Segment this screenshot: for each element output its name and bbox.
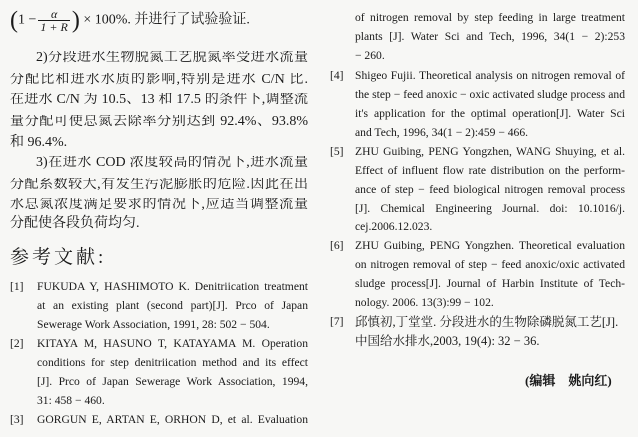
ref-number: [6] — [330, 239, 344, 252]
reference-line: ance of step − feed biological nitrogen removal process — [355, 184, 625, 196]
reference-line: at an existing plant (second part)[J]. Prco of Japan — [37, 300, 308, 312]
editor-credit: (编辑 姚向红) — [525, 373, 612, 388]
reference-line: Shigeo Fujii. Theoretical analysis on nitrogen removal of — [355, 70, 625, 82]
numerator: α — [38, 8, 69, 21]
formula: (1 − $\frac{\alpha}{1 + R}$ ) × 100%. 并进行了试验验证. — [10, 7, 250, 34]
paragraph-line: 2)分段进水生物脱氮工艺脱氮率受进水流量 — [36, 51, 308, 65]
reference-line: the step − feed anoxic − oxic activated sludge process and — [355, 89, 625, 101]
reference-line: [J]. Chemical Engineering Journal. doi: 10.1016/j. — [355, 203, 625, 215]
ref-number: [3] — [10, 413, 24, 426]
paragraph-line: 3)在进水 COD 浓度较高的情况下,进水流量 — [36, 156, 308, 170]
ref-number: [7] — [330, 315, 344, 328]
fraction — [38, 8, 69, 33]
formula-term: 1 − — [18, 12, 37, 28]
reference-line: it's application for the optimal operation[J]. Water Sci — [355, 108, 625, 120]
paragraph-line: 和 96.4%. — [10, 135, 68, 150]
reference-line: conditions for step denitriication method and its effect — [37, 357, 308, 369]
paragraph-line: 量分配可使总氮去除率分别达到 92.4%、93.8% — [10, 115, 308, 129]
paragraph-line: 水总氮浓度满足要求的情况下,应适当调整流量 — [10, 198, 308, 212]
reference-line: GORGUN E, ARTAN E, ORHON D, et al. Evaluation — [37, 414, 308, 426]
reference-line: ZHU Guibing, PENG Yongzhen. Theoretical evaluation — [355, 240, 625, 252]
paragraph-line: 分配比和进水水质的影响,特别是进水 C/N 比. — [10, 73, 308, 87]
reference-line: and Tech, 1996, 34(1 − 2):459 − 466. — [355, 126, 529, 139]
ref-number: [1] — [10, 280, 24, 293]
reference-line: cej.2006.12.023. — [355, 220, 433, 233]
references-heading: 参考文献: — [10, 247, 107, 268]
paragraph-line: 在进水 C/N 为 10.5、13 和 17.5 的条件下,调整流 — [10, 93, 308, 107]
reference-line: of nitrogen removal by step feeding in large treatment — [355, 12, 625, 24]
reference-line: plants [J]. Water Sci and Tech, 1996, 34(1 − 2):253 — [355, 31, 625, 43]
reference-line: ZHU Guibing, PENG Yongzhen, WANG Shuying, et al. — [355, 146, 625, 158]
reference-line: FUKUDA Y, HASHIMOTO K. Denitriication treatment — [37, 281, 308, 293]
reference-line: [J]. Prco of Japan Sewerage Work Association, 1994, — [37, 376, 308, 388]
paragraph-line: 分配使各段负荷均匀. — [10, 216, 140, 231]
reference-line: 邱慎初,丁堂堂. 分段进水的生物除磷脱氮工艺[J]. — [355, 315, 619, 329]
formula-tail: × 100%. 并进行了试验验证. — [83, 12, 250, 28]
reference-line: nology. 2006. 13(3):99 − 102. — [355, 296, 494, 309]
denominator: 1 + R — [40, 20, 68, 34]
reference-line: Sewerage Work Association, 1991, 28: 502 − 504. — [37, 318, 270, 331]
reference-line: on nitrogen removal of step − feed anoxic/oxic activated — [355, 259, 625, 271]
reference-line: KITAYA M, HASUNO T, KATAYAMA M. Operation — [37, 338, 308, 350]
ref-number: [4] — [330, 69, 344, 82]
reference-line: − 260. — [355, 49, 385, 62]
paragraph-line: 分配系数较大,有发生污泥膨胀的危险.因此在出 — [10, 178, 308, 192]
ref-number: [5] — [330, 145, 344, 158]
ref-number: [2] — [10, 337, 24, 350]
reference-line: Effect of influent flow rate distribution on the perform- — [355, 165, 625, 177]
reference-line: 31: 458 − 460. — [37, 394, 105, 407]
reference-line: sludge process[J]. Journal of Harbin Institute of Tech- — [355, 278, 625, 290]
reference-line: 中国给水排水,2003, 19(4): 32 − 36. — [355, 334, 540, 348]
